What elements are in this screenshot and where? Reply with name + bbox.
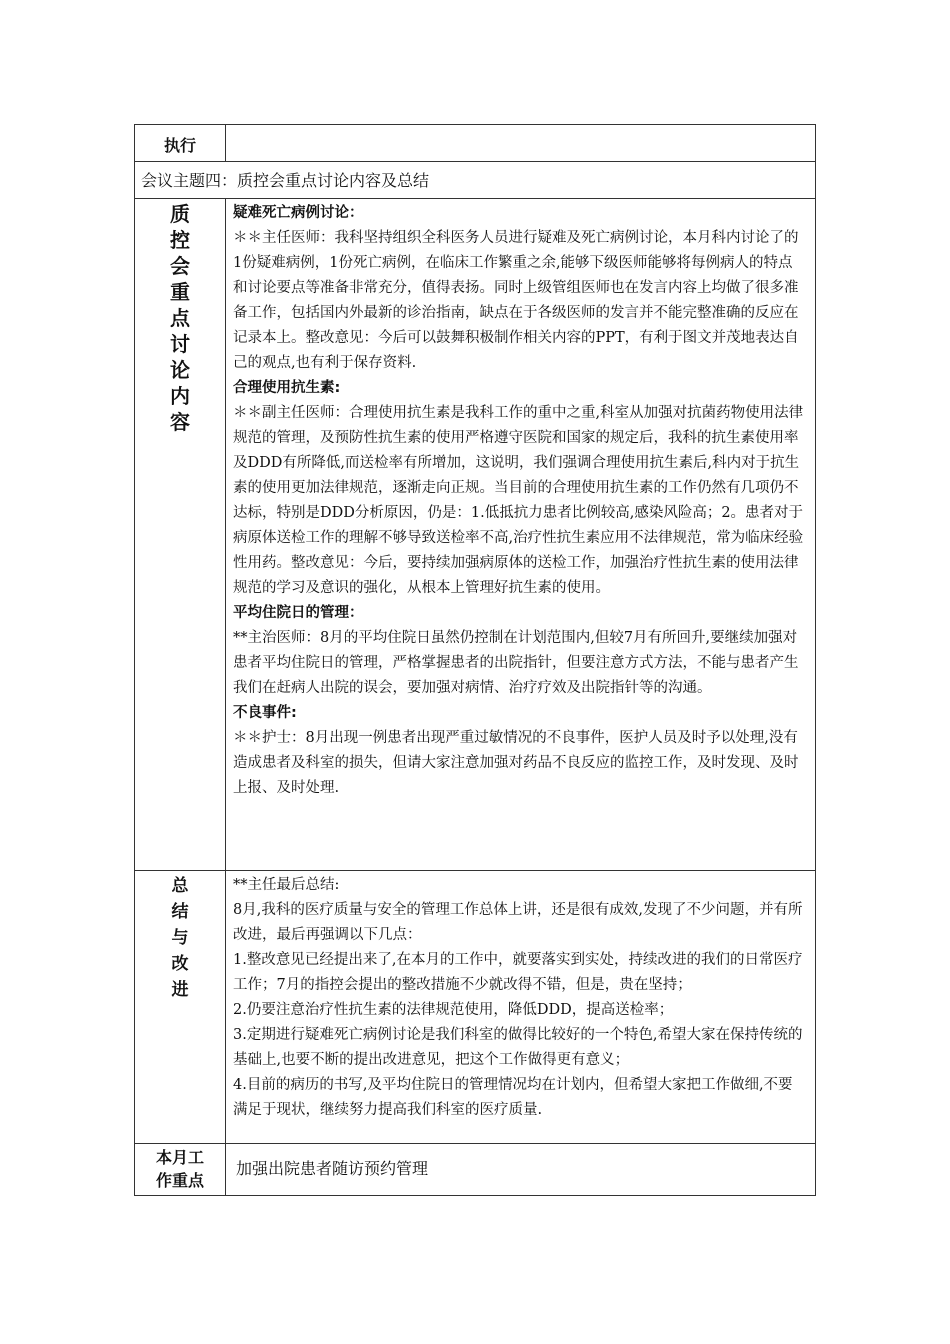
discussion-content [226,199,816,871]
section-heading-adverse-events: 不良事件: [233,705,297,721]
section-text-difficult-cases: ＊＊主任医师：我科坚持组织全科医务人员进行疑难及死亡病例讨论，本月科内讨论了的1份疑难病例，1份死亡病例，在临床工作繁重之余,能够下级医师能够将每例病人的特点和讨论要点等准备非常充分，值得表扬。同时上级管组医师也在发言内容上均做了很多准备工作，包括国内外最新的诊治指南，缺点在于各级医师的发言并不能完整准确的反应在记录本上。整改意见：今后可以鼓舞积极制作相关内容的PPT，有利于图文并茂地表达自己的观点,也有利于保存资料. [233,230,799,371]
summary-paragraph: 3.定期进行疑难死亡病例讨论是我们科室的做得比较好的一个特色,希望大家在保持传统的基础上,也要不断的提出改进意见，把这个工作做得更有意义； [233,1027,803,1068]
topic-row [135,162,816,199]
section-text-adverse-events: ＊＊护士：8月出现一例患者出现严重过敏情况的不良事件，医护人员及时予以处理,没有造成患者及科室的损失，但请大家注意加强对药品不良反应的监控工作，及时发现、及时上报、及时处理. [233,730,799,796]
summary-label-char: 总 [171,876,189,896]
focus-label-line: 作重点 [155,1171,204,1190]
meeting-record-table [134,124,816,1196]
section-heading-hospital-stay: 平均住院日的管理： [233,605,364,621]
summary-paragraph: 8月,我科的医疗质量与安全的管理工作总体上讲，还是很有成效,发现了不少问题，并有所改进，最后再强调以下几点： [233,902,803,943]
summary-label-char: 进 [171,980,189,1000]
discussion-label-char: 论 [170,358,190,382]
meeting-topic: 会议主题四：质控会重点讨论内容及总结 [135,162,816,199]
discussion-label-char: 容 [170,410,190,434]
discussion-label [135,199,226,871]
focus-value: 加强出院患者随访预约管理 [226,1144,816,1196]
summary-content [226,871,816,1144]
summary-label-char: 结 [171,902,189,922]
summary-paragraph: 1.整改意见已经提出来了,在本月的工作中，就要落实到实处，持续改进的我们的日常医疗工作；7月的指控会提出的整改措施不少就改得不错，但是，贵在坚持； [233,952,803,993]
section-text-hospital-stay: **主治医师：8月的平均住院日虽然仍控制在计划范围内,但较7月有所回升,要继续加强对患者平均住院日的管理，严格掌握患者的出院指针，但要注意方式方法，不能与患者产生我们在赶病人出院的误会，要加强对病情、治疗疗效及出院指针等的沟通。 [233,630,799,696]
discussion-label-char: 控 [170,228,190,252]
discussion-label-char: 会 [170,254,190,278]
exec-row [135,125,816,162]
discussion-label-char: 内 [170,384,190,408]
focus-label-line: 本月工 [155,1148,204,1167]
discussion-label-char: 重 [170,280,190,304]
focus-row [135,1144,816,1196]
summary-paragraph: **主任最后总结: [233,877,340,893]
discussion-row [135,199,816,871]
section-text-antibiotics: ＊＊副主任医师：合理使用抗生素是我科工作的重中之重,科室从加强对抗菌药物使用法律规范的管理，及预防性抗生素的使用严格遵守医院和国家的规定后，我科的抗生素使用率及DDD有所降低,而送检率有所增加，这说明，我们强调合理使用抗生素后,科内对于抗生素的使用更加法律规范，逐渐走向正规。当目前的合理使用抗生素的工作仍然有几项仍不达标，特别是DDD分析原因，仍是：1.低抵抗力患者比例较高,感染风险高；2。患者对于病原体送检工作的理解不够导致送检率不高,治疗性抗生素应用不法律规范，常为临床经验性用药。整改意见：今后，要持续加强病原体的送检工作，加强治疗性抗生素的使用法律规范的学习及意识的强化，从根本上管理好抗生素的使用。 [233,405,804,596]
discussion-label-char: 质 [170,202,190,226]
exec-label: 执行 [135,125,226,162]
section-heading-antibiotics: 合理使用抗生素: [233,380,341,396]
summary-paragraph: 4.目前的病历的书写,及平均住院日的管理情况均在计划内，但希望大家把工作做细,不要满足于现状，继续努力提高我们科室的医疗质量. [233,1077,793,1118]
summary-row [135,871,816,1144]
exec-value [226,125,816,162]
summary-paragraph: 2.仍要注意治疗性抗生素的法律规范使用，降低DDD，提高送检率； [233,1002,674,1018]
summary-label-char: 与 [171,928,189,948]
section-heading-difficult-cases: 疑难死亡病例讨论： [233,205,364,221]
discussion-label-char: 讨 [170,332,190,356]
summary-label-char: 改 [171,954,189,974]
discussion-label-char: 点 [170,306,190,330]
summary-label [135,871,226,1144]
focus-label [135,1144,226,1196]
